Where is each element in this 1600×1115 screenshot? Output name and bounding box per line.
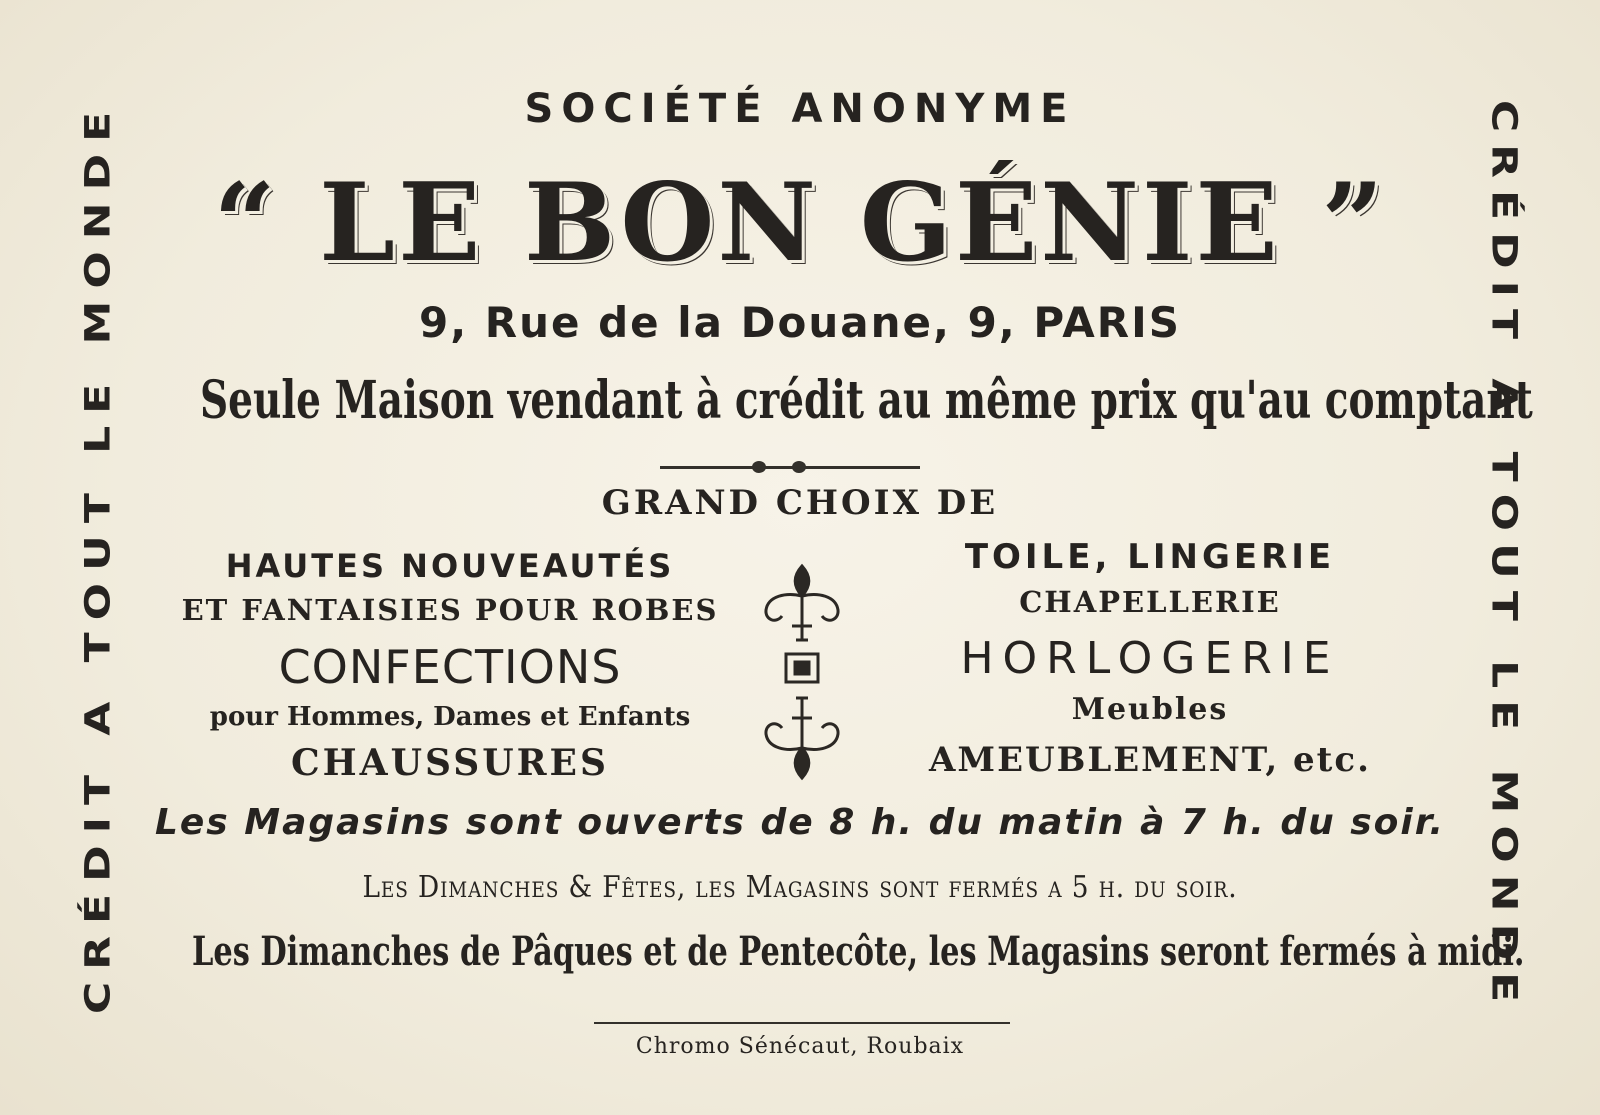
offer-left-line-3: CONFECTIONS: [278, 640, 622, 694]
offer-right-line-5: AMEUBLEMENT, etc.: [929, 740, 1371, 780]
side-slogan-left-text: CRÉDIT A TOUT LE MONDE: [78, 99, 118, 1015]
company-type: SOCIÉTÉ ANONYME: [524, 86, 1076, 132]
ornament-divider: [660, 466, 920, 469]
divider-dot-icon: [752, 461, 766, 473]
sunday-hours: Les Dimanches & Fêtes, les Magasins sont fermés a 5 h. du soir.: [362, 870, 1238, 905]
offer-right-line-4: Meubles: [1071, 692, 1229, 727]
store-address: 9, Rue de la Douane, 9, PARIS: [418, 298, 1182, 347]
offer-right-line-1: TOILE, LINGERIE: [964, 537, 1336, 577]
weekday-hours: Les Magasins sont ouverts de 8 h. du matin à 7 h. du soir.: [154, 802, 1446, 843]
printer-divider: [594, 1022, 1010, 1024]
tagline: Seule Maison vendant à crédit au même prix qu'au comptant: [200, 370, 1533, 431]
choice-title: GRAND CHOIX DE: [601, 483, 999, 523]
side-slogan-right-text: CRÉDIT A TOUT LE MONDE: [1484, 99, 1524, 1015]
divider-dot-icon: [792, 461, 806, 473]
offer-left-line-4: pour Hommes, Dames et Enfants: [209, 702, 691, 732]
fleur-de-lis-ornament-icon: [760, 562, 844, 782]
printer-credit: Chromo Sénécaut, Roubaix: [635, 1034, 965, 1059]
offer-left-line-5: CHAUSSURES: [291, 742, 609, 784]
holiday-hours: Les Dimanches de Pâques et de Pentecôte, les Magasins seront fermés à midi.: [192, 928, 1525, 975]
offer-right-line-3: HORLOGERIE: [960, 633, 1340, 684]
offer-right-line-2: CHAPELLERIE: [1019, 585, 1281, 619]
offer-left-line-1: HAUTES NOUVEAUTÉS: [225, 547, 675, 585]
offer-left-line-2: ET FANTAISIES POUR ROBES: [181, 593, 719, 627]
brand-name: “ LE BON GÉNIE ”: [213, 160, 1387, 286]
